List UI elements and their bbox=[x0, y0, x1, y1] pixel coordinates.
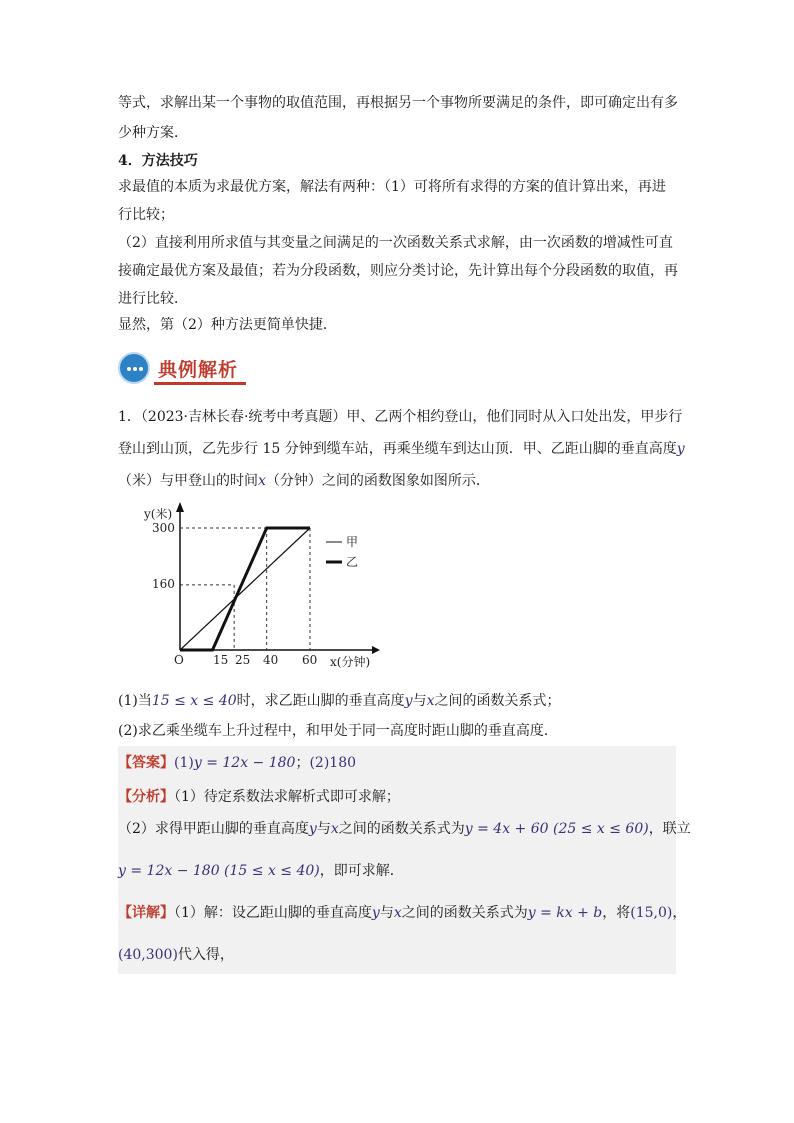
text-line: 进行比较． bbox=[118, 291, 188, 307]
text-line: 接确定最优方案及最值；若为分段函数，则应分类讨论，先计算出每个分段函数的取值，再 bbox=[118, 263, 678, 279]
x-tick-label: 40 bbox=[263, 653, 279, 667]
x-tick-label: 15 bbox=[213, 653, 229, 667]
legend-label-jia: 甲 bbox=[346, 535, 359, 549]
legend-label-yi: 乙 bbox=[346, 555, 359, 569]
series-lines bbox=[180, 528, 310, 650]
y-axis-label: y(米) bbox=[144, 507, 173, 521]
function-graph bbox=[140, 500, 380, 670]
text-line: （2）直接利用所求值与其变量之间满足的一次函数关系式求解，由一次函数的增减性可直 bbox=[118, 235, 673, 251]
origin-label: O bbox=[174, 653, 184, 667]
x-tick-label: 25 bbox=[235, 653, 251, 667]
section-underline bbox=[154, 382, 246, 385]
x-tick-label: 60 bbox=[302, 653, 318, 667]
text-line: 等式，求解出某一个事物的取值范围，再根据另一个事物所要满足的条件，即可确定出有多 bbox=[118, 95, 678, 111]
detail-line: (40,300)代入得， bbox=[118, 947, 234, 963]
analysis-line: y = 12x − 180 (15 ≤ x ≤ 40)，即可求解． bbox=[118, 863, 404, 879]
problem-line: （米）与甲登山的时间x（分钟）之间的函数图象如图所示． bbox=[118, 473, 490, 489]
question-2: (2)求乙乘坐缆车上升过程中，和甲处于同一高度时距山脚的垂直高度． bbox=[118, 723, 558, 739]
more-dots-icon bbox=[118, 352, 150, 384]
detail-line: 【详解】（1）解：设乙距山脚的垂直高度y与x之间的函数关系式为y = kx + b，将(15,0)， bbox=[118, 905, 687, 921]
analysis-line: （2）求得甲距山脚的垂直高度y与x之间的函数关系式为y = 4x + 60 (25 ≤ x ≤ 60)，联立 bbox=[118, 821, 691, 837]
question-1: (1)当15 ≤ x ≤ 40时，求乙距山脚的垂直高度y与x之间的函数关系式； bbox=[118, 693, 561, 709]
answer-line: 【答案】(1)y = 12x − 180；(2)180 bbox=[118, 755, 357, 771]
method-heading: 4．方法技巧 bbox=[118, 153, 198, 169]
text-line: 求最值的本质为求最优方案，解法有两种：（1）可将所有求得的方案的值计算出来，再进 bbox=[118, 179, 666, 195]
x-axis-arrow bbox=[372, 646, 380, 654]
text-line: 显然，第（2）种方法更简单快捷． bbox=[118, 317, 337, 333]
section-title: 典例解析 bbox=[158, 359, 239, 381]
y-axis-arrow bbox=[176, 502, 184, 512]
analysis-line: 【分析】（1）待定系数法求解析式即可求解； bbox=[118, 789, 400, 805]
text-line: 行比较； bbox=[118, 207, 174, 223]
x-axis-label: x(分钟) bbox=[330, 655, 371, 669]
section-header bbox=[118, 352, 678, 388]
y-tick-label: 160 bbox=[152, 577, 175, 591]
series-line-jia bbox=[180, 528, 310, 650]
y-tick-label: 300 bbox=[152, 521, 175, 535]
problem-line: 登山到山顶，乙先步行 15 分钟到缆车站，再乘坐缆车到达山顶．甲、乙距山脚的垂直高度y bbox=[118, 441, 685, 457]
text-line: 少种方案． bbox=[118, 125, 188, 141]
problem-line: 1．（2023·吉林长春·统考中考真题）甲、乙两个相约登山，他们同时从入口处出发，甲步行 bbox=[118, 409, 683, 425]
